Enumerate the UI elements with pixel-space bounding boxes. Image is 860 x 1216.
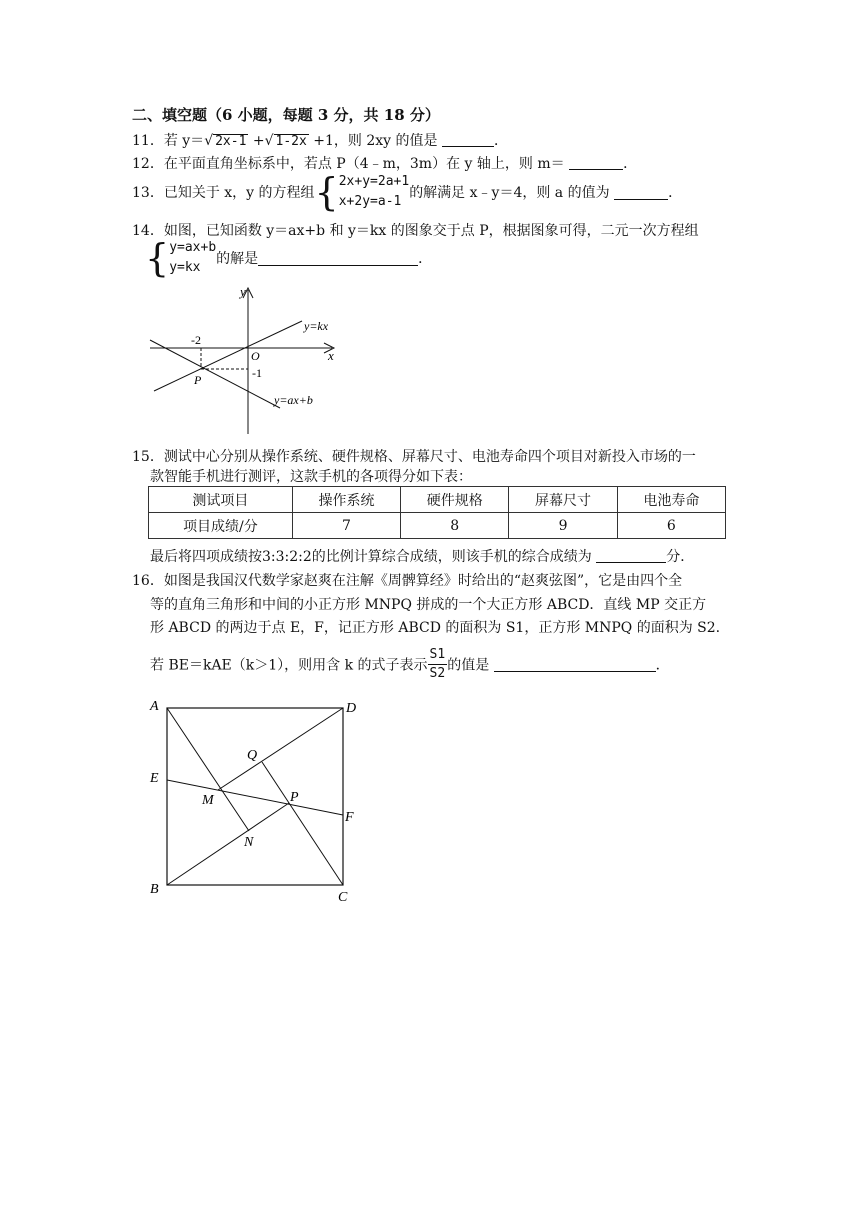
label-d: D <box>346 701 357 716</box>
q11-end: ． <box>494 133 508 149</box>
brace-icon: { <box>314 170 339 214</box>
answer-blank[interactable] <box>614 185 668 200</box>
line-k-label: y=kx <box>304 319 329 333</box>
x-tick-label: -2 <box>191 333 201 347</box>
q15-line1: 测试中心分别从操作系统、硬件规格、屏幕尺寸、电池寿命四个项目对新投入市场的一 <box>163 449 696 465</box>
table-cell: 7 <box>292 513 400 539</box>
question-13 <box>132 172 682 218</box>
scores-table <box>148 486 726 539</box>
question-12 <box>132 153 637 173</box>
segment-d-m <box>218 708 343 790</box>
section-title: 二、填空题（6 小题，每题 3 分，共 18 分） <box>132 106 440 124</box>
q13-end: ． <box>668 185 683 201</box>
table-header-row <box>149 487 726 513</box>
label-p: P <box>290 790 299 805</box>
q15-unit: 分． <box>666 549 695 565</box>
zhao-shuang-figure <box>140 694 370 906</box>
q14-post: 的解是 <box>216 251 259 267</box>
label-f: F <box>345 810 354 825</box>
question-number: 12． <box>132 156 164 172</box>
question-15-line-3 <box>150 546 694 566</box>
table-cell: 9 <box>509 513 617 539</box>
x-axis-label: x <box>328 348 334 363</box>
point-label: P <box>194 373 202 387</box>
function-graph <box>140 284 350 440</box>
table-header: 硬件规格 <box>401 487 509 513</box>
q16-end: ． <box>655 657 670 674</box>
question-number: 16． <box>132 573 164 589</box>
radicand-2: 1-2x <box>275 134 307 149</box>
sqrt-icon: √ <box>264 133 274 149</box>
question-15-line-1 <box>132 446 696 466</box>
sqrt-icon: √ <box>204 133 214 149</box>
table-cell: 6 <box>617 513 725 539</box>
answer-blank[interactable] <box>258 251 418 266</box>
label-m: M <box>202 793 214 808</box>
label-c: C <box>338 890 348 905</box>
table-header: 电池寿命 <box>617 487 725 513</box>
fraction-numerator: S1 <box>428 646 448 665</box>
segment-a-n <box>167 708 249 831</box>
label-a: A <box>150 699 159 714</box>
segment-c-q <box>262 762 343 885</box>
q16-line1: 如图是我国汉代数学家赵爽在注解《周髀算经》时给出的“赵爽弦图”，它是由四个全 <box>163 573 683 589</box>
q12-end: ． <box>623 156 638 172</box>
y-tick-label: -1 <box>252 366 262 380</box>
fraction-s1-s2 <box>428 646 448 683</box>
table-header: 测试项目 <box>149 487 293 513</box>
fraction-denominator: S2 <box>429 666 446 681</box>
label-n: N <box>244 835 254 850</box>
equation-1: y=ax+b <box>169 240 217 255</box>
table-header: 屏幕尺寸 <box>509 487 617 513</box>
square-abcd <box>167 708 343 885</box>
question-number: 14． <box>132 223 164 239</box>
q15-after: 最后将四项成绩按3:3:2:2的比例计算综合成绩，则该手机的综合成绩为 <box>150 549 592 565</box>
line-ab-label: y=ax+b <box>274 393 313 407</box>
answer-blank[interactable] <box>569 155 623 170</box>
question-16-line-3: 形 ABCD 的两边于点 E，F，记正方形 ABCD 的面积为 S1，正方形 MNPQ 的面积为 S2. <box>150 620 721 636</box>
q16-post: 的值是 <box>447 657 490 674</box>
question-number: 13． <box>132 185 164 201</box>
radicand-1: 2x-1 <box>215 134 247 149</box>
question-16-line-1 <box>132 570 682 590</box>
question-16-line-4 <box>150 646 670 690</box>
label-e: E <box>150 771 159 786</box>
q11-plus: + <box>248 133 265 149</box>
equation-2: y=kx <box>169 260 201 275</box>
answer-blank[interactable] <box>596 548 666 563</box>
equation-2: x+2y=a-1 <box>338 194 402 209</box>
equation-system <box>169 238 216 278</box>
answer-blank[interactable] <box>442 132 494 147</box>
q13-post: 的解满足 x﹣y＝4，则 a 的值为 <box>409 185 610 201</box>
table-cell: 8 <box>401 513 509 539</box>
origin-label: O <box>251 349 260 363</box>
label-q: Q <box>247 748 258 763</box>
question-14-line-1 <box>132 220 699 240</box>
question-11 <box>132 130 508 150</box>
table-header: 操作系统 <box>292 487 400 513</box>
q14-end: ． <box>418 251 433 267</box>
q11-post: +1，则 2xy 的值是 <box>308 133 438 149</box>
brace-icon: { <box>145 236 170 280</box>
segment-b-p <box>167 803 289 885</box>
q16-pre: 若 BE＝kAE（k＞1），则用含 k 的式子表示 <box>150 657 428 674</box>
q12-text: 在平面直角坐标系中，若点 P（4﹣m，3m）在 y 轴上，则 m＝ <box>163 156 565 172</box>
table-cell: 项目成绩/分 <box>149 513 293 539</box>
question-15-line-2: 款智能手机进行测评，这款手机的各项得分如下表： <box>150 469 472 485</box>
answer-blank[interactable] <box>494 657 656 672</box>
q14-line1: 如图，已知函数 y＝ax+b 和 y＝kx 的图象交于点 P，根据图象可得，二元一次方程组 <box>163 223 699 239</box>
y-axis-label: y <box>240 284 246 299</box>
label-b: B <box>150 882 159 897</box>
line-e-f <box>167 780 343 815</box>
question-number: 15． <box>132 449 164 465</box>
question-16-line-2: 等的直角三角形和中间的小正方形 MNPQ 拼成的一个大正方形 ABCD．直线 MP 交正方 <box>150 597 707 613</box>
table-row <box>149 513 726 539</box>
question-number: 11． <box>132 133 164 149</box>
q11-pre: 若 y＝ <box>163 133 205 149</box>
q13-pre: 已知关于 x，y 的方程组 <box>163 185 315 201</box>
question-14-line-2 <box>145 238 432 284</box>
equation-system <box>339 172 409 212</box>
equation-1: 2x+y=2a+1 <box>338 174 410 189</box>
